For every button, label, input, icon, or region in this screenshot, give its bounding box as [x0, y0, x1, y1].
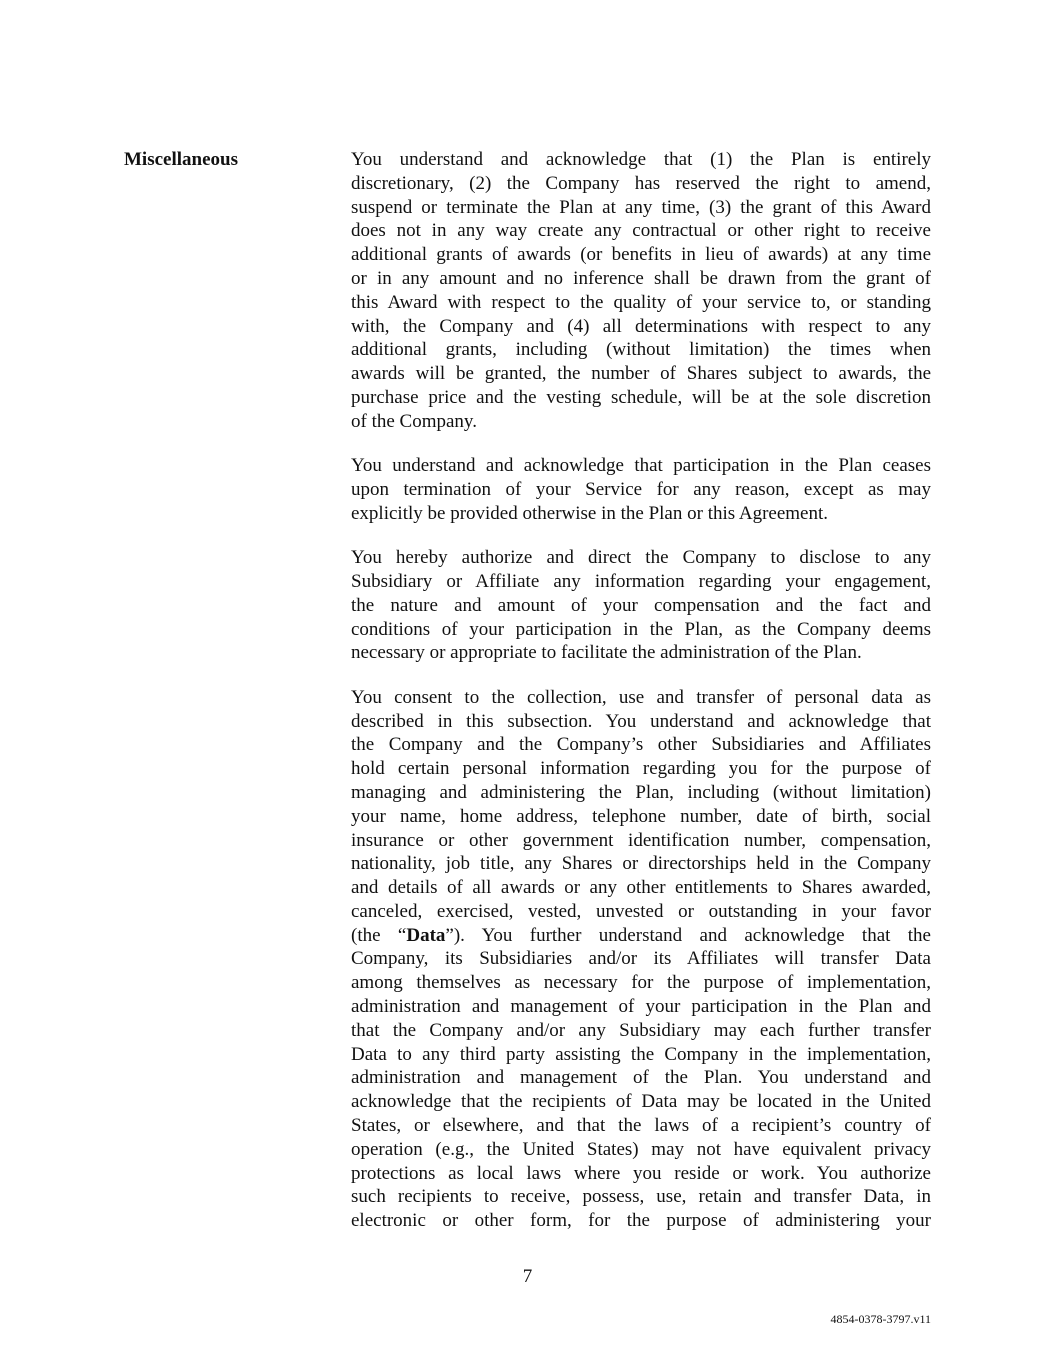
text-line: conditions of your participation in the Plan, as the Company deems: [351, 618, 931, 640]
text-line: explicitly be provided otherwise in the Plan or this Agreement.: [351, 502, 829, 524]
text-line: hold certain personal information regarding you for the purpose of: [351, 758, 931, 780]
text-line: Data to any third party assisting the Company in the implementation,: [351, 1043, 931, 1065]
text-line: States, or elsewhere, and that the laws of a recipient’s country of: [351, 1115, 931, 1137]
text-line: this Award with respect to the quality of your service to, or standing: [351, 291, 931, 313]
text-line: that the Company and/or any Subsidiary may each further transfer: [351, 1019, 931, 1041]
text-line: You consent to the collection, use and transfer of personal data as: [351, 686, 931, 708]
text-line: among themselves as necessary for the purpose of implementation,: [351, 972, 931, 994]
text-line: insurance or other government identification number, compensation,: [351, 829, 931, 851]
text-line: managing and administering the Plan, including (without limitation): [351, 781, 931, 803]
text-line: awards will be granted, the number of Shares subject to awards, the: [351, 363, 931, 385]
text-line: such recipients to receive, possess, use, retain and transfer Data, in: [351, 1186, 931, 1208]
text-line: electronic or other form, for the purpose of administering your: [351, 1210, 931, 1232]
text-line: with, the Company and (4) all determinations with respect to any: [351, 315, 931, 337]
text-line: acknowledge that the recipients of Data may be located in the United: [351, 1091, 931, 1113]
section-heading: Miscellaneous: [124, 149, 238, 170]
text-line: does not in any way create any contractual or other right to receive: [351, 220, 931, 242]
paragraph: [351, 546, 931, 665]
text-line: purchase price and the vesting schedule, will be at the sole discretion: [351, 386, 931, 408]
text-segment: (the “: [351, 924, 407, 946]
document-id: 4854-0378-3797.v11: [830, 1312, 931, 1326]
text-line: suspend or terminate the Plan at any time, (3) the grant of this Award: [351, 196, 931, 218]
text-line: described in this subsection. You understand and acknowledge that: [351, 710, 931, 732]
text-line: [351, 924, 931, 948]
text-line: of the Company.: [351, 410, 477, 432]
text-line: protections as local laws where you reside or work. You authorize: [351, 1162, 931, 1184]
text-line: operation (e.g., the United States) may not have equivalent privacy: [351, 1138, 931, 1160]
text-line: You hereby authorize and direct the Company to disclose to any: [351, 547, 931, 569]
defined-term: Data: [406, 924, 446, 946]
text-line: upon termination of your Service for any reason, except as may: [351, 478, 931, 500]
text-line: additional grants, including (without limitation) the times when: [351, 339, 931, 361]
page-number: 7: [522, 1266, 533, 1287]
text-line: the Company and the Company’s other Subsidiaries and Affiliates: [351, 734, 931, 756]
paragraph: [351, 686, 931, 1233]
paragraph: [351, 454, 931, 525]
text-line: the nature and amount of your compensation and the fact and: [351, 594, 931, 616]
text-line: administration and management of the Plan. You understand and: [351, 1067, 931, 1089]
text-line: or in any amount and no inference shall be drawn from the grant of: [351, 267, 931, 289]
text-line: necessary or appropriate to facilitate the administration of the Plan.: [351, 642, 862, 664]
text-line: Company, its Subsidiaries and/or its Affiliates will transfer Data: [351, 948, 931, 970]
text-line: canceled, exercised, vested, unvested or outstanding in your favor: [351, 900, 931, 922]
paragraph: [351, 148, 931, 434]
text-line: nationality, job title, any Shares or directorships held in the Company: [351, 853, 931, 875]
text-line: You understand and acknowledge that participation in the Plan ceases: [351, 455, 931, 477]
text-line: additional grants of awards (or benefits in lieu of awards) at any time: [351, 244, 931, 266]
text-line: your name, home address, telephone number, date of birth, social: [351, 805, 931, 827]
text-line: Subsidiary or Affiliate any information regarding your engagement,: [351, 570, 931, 592]
section-body: [351, 148, 931, 1254]
text-line: administration and management of your participation in the Plan and: [351, 996, 931, 1018]
text-line: and details of all awards or any other entitlements to Shares awarded,: [351, 877, 931, 899]
text-line: You understand and acknowledge that (1) the Plan is entirely: [351, 149, 931, 170]
text-line: discretionary, (2) the Company has reserved the right to amend,: [351, 172, 931, 194]
text-segment: ”). You further understand and acknowledge that the: [445, 924, 931, 946]
